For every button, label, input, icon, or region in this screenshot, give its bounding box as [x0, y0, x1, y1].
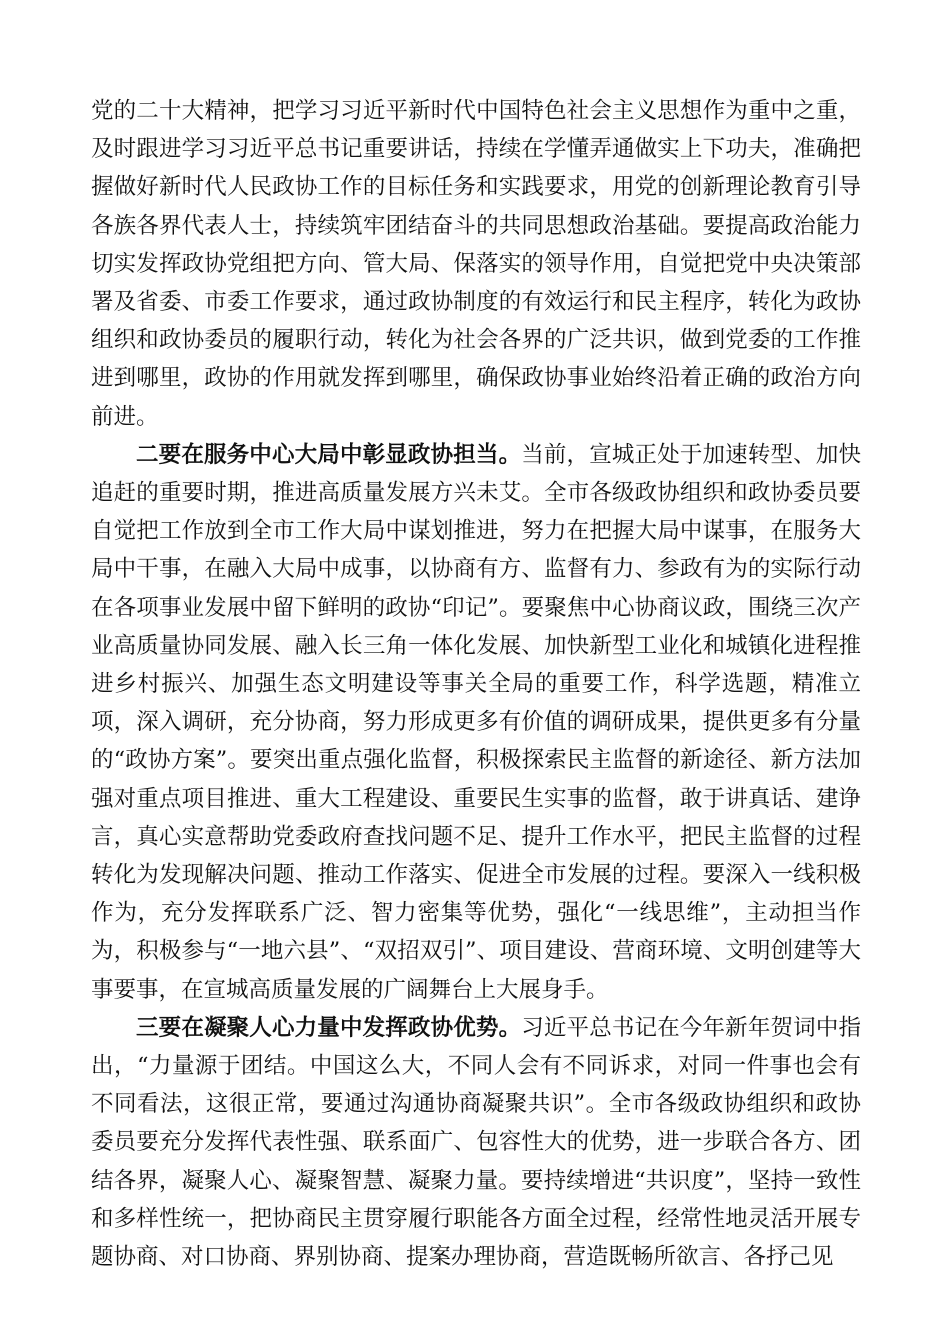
paragraph-heading: 二要在服务中心大局中彰显政协担当。 [136, 441, 522, 468]
paragraph-unite-hearts [91, 1009, 861, 1276]
paragraph-text: 习近平总书记在今年新年贺词中指出，“力量源于团结。中国这么大，不同人会有不同诉求，对同一件事也会有不同看法，这很正常，要通过沟通协商凝聚共识”。全市各级政协组织和政协委员要充分发挥代表性强、联系面广、包容性大的优势，进一步联合各方、团结各界，凝聚人心、凝聚智慧、凝聚力量。要持续增进“共识度”，坚持一致性和多样性统一，把协商民主贯穿履行职能各方面全过程，经常性地灵活开展专题协商、对口协商、界别协商、提案办理协商，营造既畅所欲言、各抒己见 [91, 1014, 861, 1271]
paragraph-service-center [91, 436, 861, 1009]
document-body [91, 92, 861, 1276]
paragraph-heading: 三要在凝聚人心力量中发挥政协优势。 [136, 1014, 522, 1041]
paragraph-continuation [91, 92, 861, 436]
paragraph-text: 党的二十大精神，把学习习近平新时代中国特色社会主义思想作为重中之重，及时跟进学习习近平总书记重要讲话，持续在学懂弄通做实上下功夫，准确把握做好新时代人民政协工作的目标任务和实践要求，用党的创新理论教育引导各族各界代表人士，持续筑牢团结奋斗的共同思想政治基础。要提高政治能力切实发挥政协党组把方向、管大局、保落实的领导作用，自觉把党中央决策部署及省委、市委工作要求，通过政协制度的有效运行和民主程序，转化为政协组织和政协委员的履职行动，转化为社会各界的广泛共识，做到党委的工作推进到哪里，政协的作用就发挥到哪里，确保政协事业始终沿着正确的政治方向前进。 [91, 98, 861, 430]
paragraph-text: 当前，宣城正处于加速转型、加快追赶的重要时期，推进高质量发展方兴未艾。全市各级政协组织和政协委员要自觉把工作放到全市工作大局中谋划推进，努力在把握大局中谋事，在服务大局中干事，在融入大局中成事，以协商有方、监督有力、参政有为的实际行动在各项事业发展中留下鲜明的政协“印记”。要聚焦中心协商议政，围绕三次产业高质量协同发展、融入长三角一体化发展、加快新型工业化和城镇化进程推进乡村振兴、加强生态文明建设等事关全局的重要工作，科学选题，精准立项，深入调研，充分协商，努力形成更多有价值的调研成果，提供更多有分量的“政协方案”。要突出重点强化监督，积极探索民主监督的新途径、新方法加强对重点项目推进、重大工程建设、重要民生实事的监督，敢于讲真话、建诤言，真心实意帮助党委政府查找问题不足、提升工作水平，把民主监督的过程转化为发现解决问题、推动工作落实、促进全市发展的过程。要深入一线积极作为，充分发挥联系广泛、智力密集等优势，强化“一线思维”，主动担当作为，积极参与“一地六县”、“双招双引”、项目建设、营商环境、文明创建等大事要事，在宣城高质量发展的广阔舞台上大展身手。 [91, 441, 861, 1003]
